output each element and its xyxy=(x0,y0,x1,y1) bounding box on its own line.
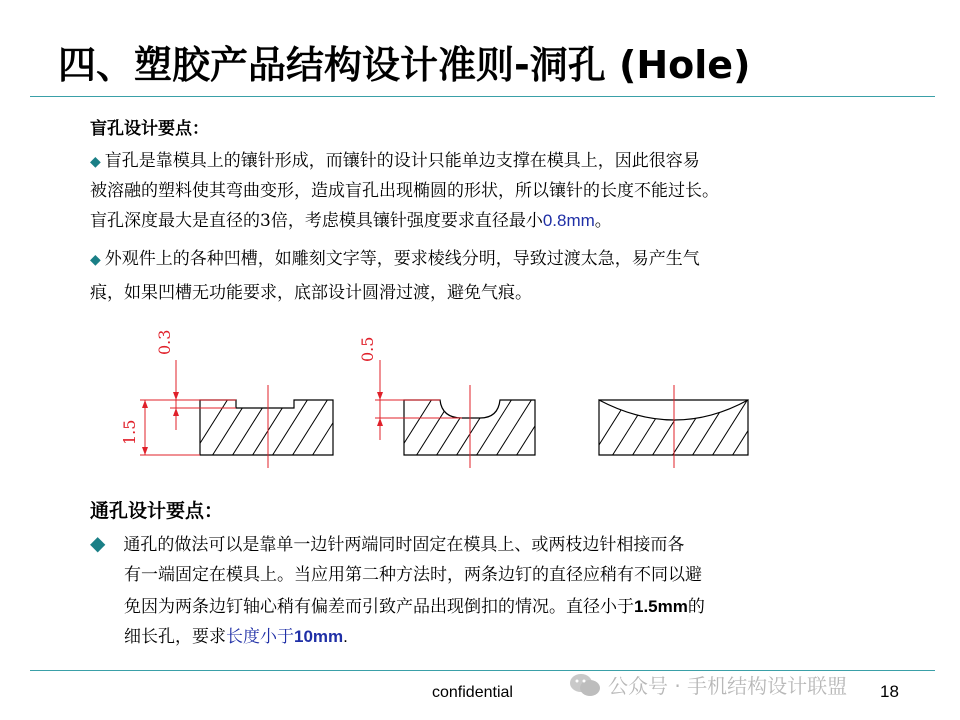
min-diameter-value: 0.8mm xyxy=(542,211,595,230)
dim-label-1-5: 1.5 xyxy=(120,419,139,445)
bullet2-text-1: 外观件上的各种凹槽，如雕刻文字等，要求棱线分明，导致过渡太急，易产生气 xyxy=(104,249,700,269)
watermark-text: 公众号 · 手机结构设计联盟 xyxy=(608,674,848,698)
through-hole-heading: 通孔设计要点： xyxy=(90,500,224,522)
page-number: 18 xyxy=(880,682,899,701)
length-less-than: 长度小于 xyxy=(226,627,294,647)
blind-hole-bullet1-line2: 被溶融的塑料使其弯曲变形，造成盲孔出现椭圆的形状，所以镶针的长度不能过长。 xyxy=(90,181,719,201)
bullet1-text-1: 盲孔是靠模具上的镶针形成，而镶针的设计只能单边支撑在模具上，因此很容易 xyxy=(104,151,700,171)
diamond-bullet-icon: ◆ xyxy=(90,252,101,268)
length-value: 10mm xyxy=(294,627,344,646)
watermark xyxy=(568,670,847,699)
part2-hatching xyxy=(384,380,584,475)
through-text-3: 免因为两条边钉轴心稍有偏差而引致产品出现倒扣的情况。直径小于 xyxy=(124,597,634,617)
diamond-bullet-icon: ◆ xyxy=(90,154,101,170)
through-hole-line4 xyxy=(124,622,348,652)
through-text-1: 通孔的做法可以是靠单一边针两端同时固定在模具上、或两枝边针相接而各 xyxy=(123,535,685,555)
through-text-4: 细长孔，要求 xyxy=(124,627,226,647)
page-title: 四、塑胶产品结构设计准则-洞孔 (Hole) xyxy=(58,43,751,87)
dim-label-0-5: 0.5 xyxy=(358,336,377,362)
through-hole-line3 xyxy=(124,592,705,622)
dim-label-0-3: 0.3 xyxy=(155,329,174,355)
diamond-bullet-icon: ◆ xyxy=(90,531,106,555)
through-hole-line1 xyxy=(90,528,684,560)
footer-label: confidential xyxy=(432,684,513,701)
wechat-icon xyxy=(568,672,602,698)
diameter-value: 1.5mm xyxy=(634,597,688,616)
blind-hole-heading: 盲孔设计要点： xyxy=(90,119,209,139)
through-hole-line2: 有一端固定在模具上。当应用第二种方法时，两条边钉的直径应稍有不同以避 xyxy=(124,565,702,585)
through-text-4-end: . xyxy=(343,627,348,646)
blind-hole-bullet2-line2: 痕，如果凹槽无功能要求，底部设计圆滑过渡，避免气痕。 xyxy=(90,283,532,303)
bullet1-end: 。 xyxy=(594,211,612,231)
bullet1-text-3: 盲孔深度最大是直径的3倍，考虑模具镶针强度要求直径最小 xyxy=(90,211,543,231)
through-text-3-end: 的 xyxy=(687,597,705,617)
part1-hatching xyxy=(180,380,380,475)
part3-hatching xyxy=(580,380,800,475)
